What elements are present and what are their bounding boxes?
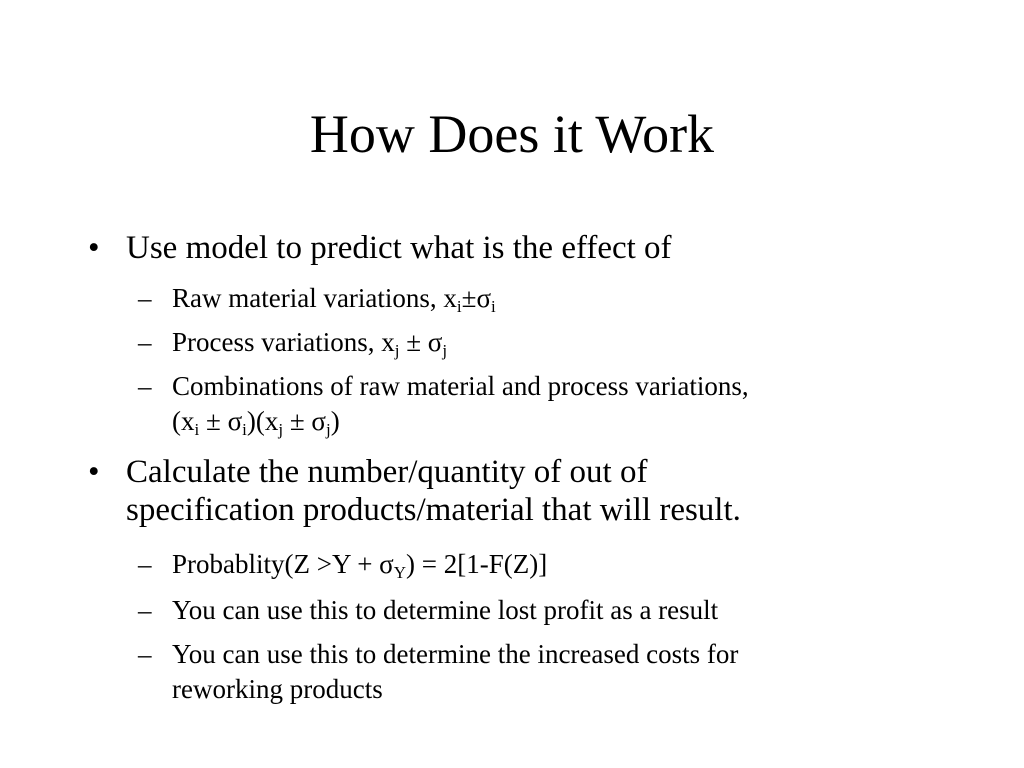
bullet-text: Calculate the number/quantity of out of specification products/material that will result. — [126, 454, 741, 528]
bullet-icon: • — [88, 230, 100, 266]
bullet-icon: • — [88, 454, 100, 490]
dash-icon: – — [138, 327, 152, 357]
bullet-item — [88, 229, 948, 267]
dash-icon: – — [138, 549, 152, 579]
sub-bullet-text: Probablity(Z $>Y + \sigma_Y) = 2[1-F(Z)]$ — [172, 549, 548, 582]
sub-bullet-text: Raw material variations, $x_i\pm\sigma_i$ — [172, 283, 496, 316]
sub-bullet-text: You can use this to determine lost profit as a result — [172, 595, 719, 625]
dash-icon: – — [138, 371, 152, 401]
bullet-text: Use model to predict what is the effect of — [126, 230, 672, 266]
sub-bullet-item — [138, 369, 938, 439]
sub-bullet-text: Combinations of raw material and process variations, $(x_i \pm \sigma_i)(x_j \pm \sigma_j)$ — [172, 371, 749, 439]
sub-bullet-item — [138, 547, 938, 582]
sub-bullet-item — [138, 281, 938, 316]
sub-bullet-item — [138, 325, 938, 360]
dash-icon: – — [138, 639, 152, 669]
dash-icon: – — [138, 283, 152, 313]
bullet-item — [88, 453, 948, 529]
dash-icon: – — [138, 595, 152, 625]
sub-bullet-item — [138, 637, 938, 707]
sub-bullet-text: Process variations, $x_j \pm \sigma_j$ — [172, 327, 448, 360]
slide-title: How Does it Work — [309, 104, 715, 164]
sub-bullet-text: You can use this to determine the increased costs for reworking products — [172, 639, 739, 704]
sub-bullet-item — [138, 593, 938, 628]
